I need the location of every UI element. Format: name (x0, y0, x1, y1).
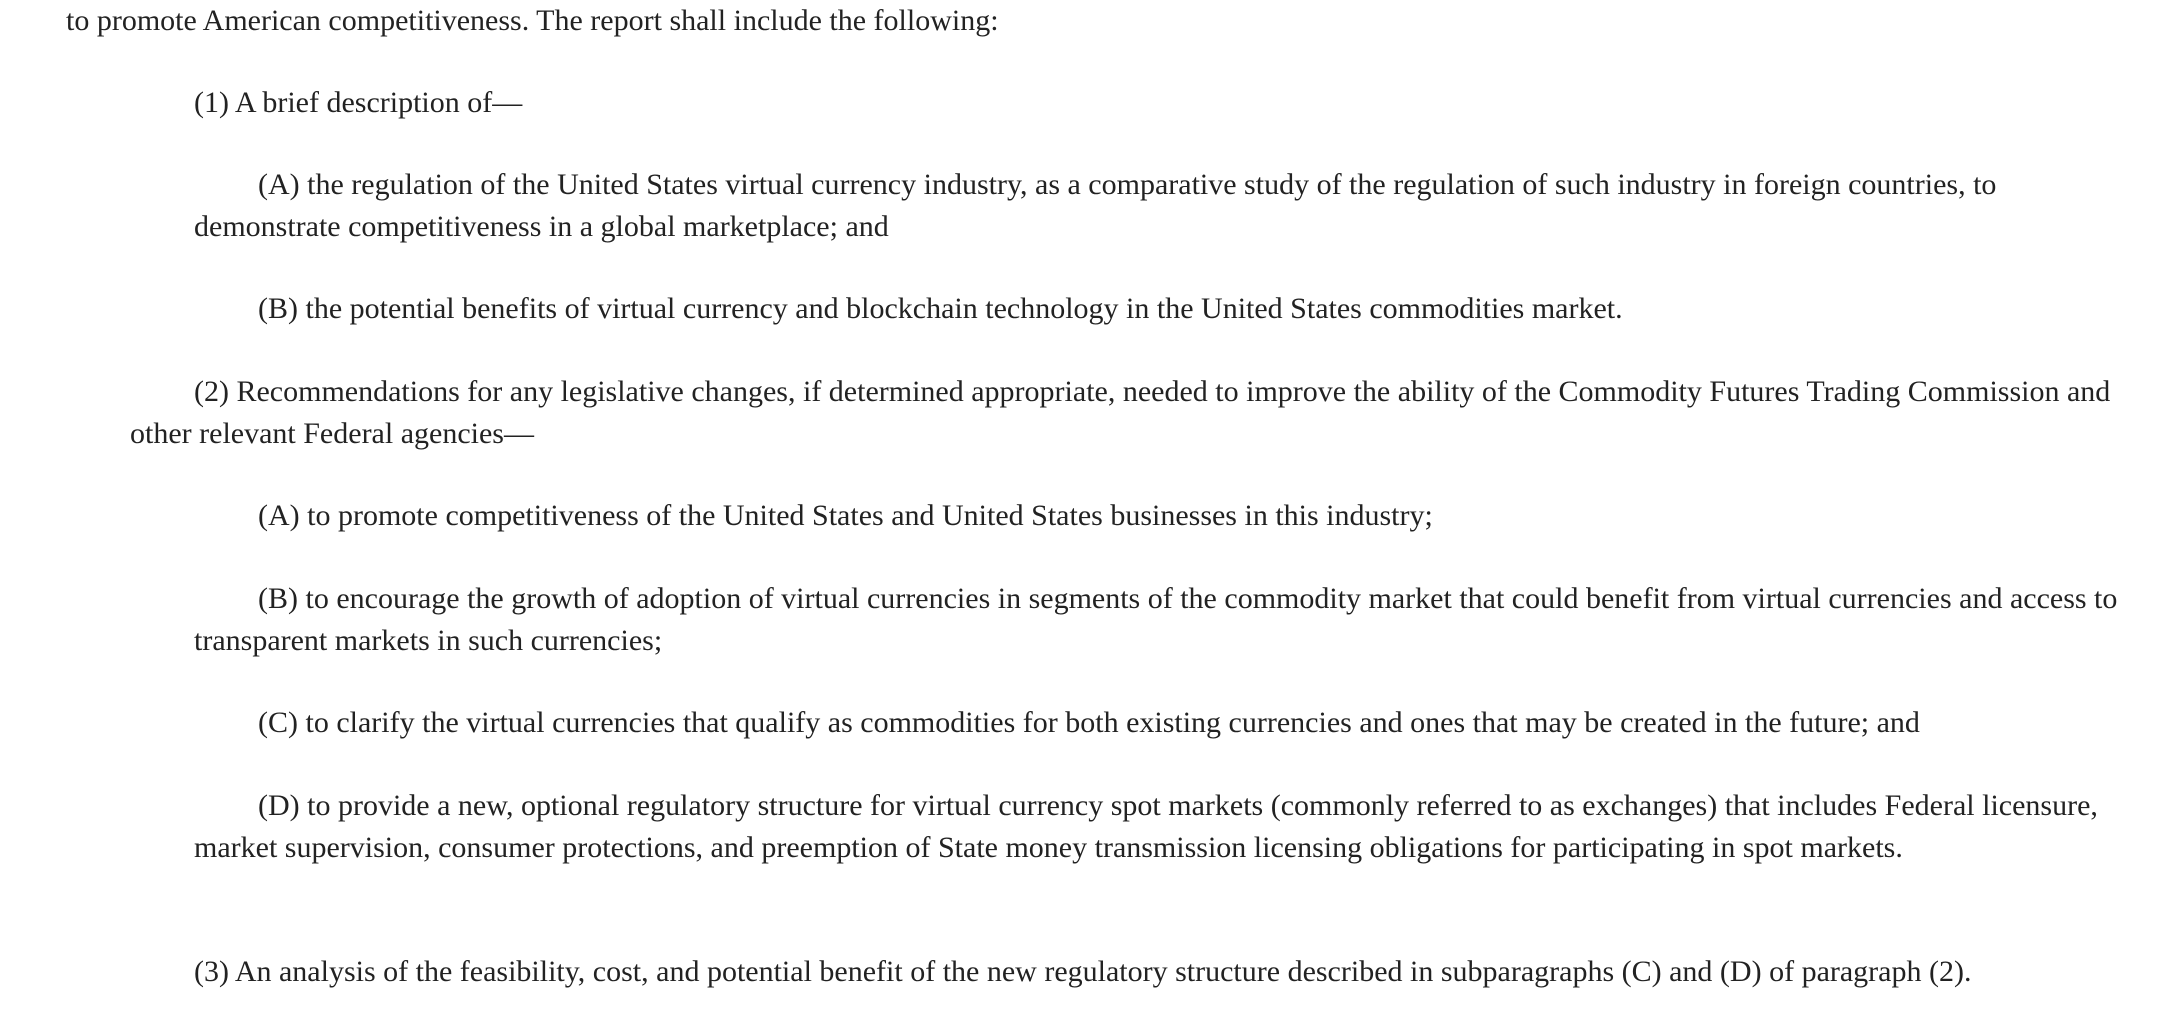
subparagraph-2-a: (A) to promote competitiveness of the United States and United States businesses in this industry; (258, 499, 1433, 532)
paragraph-2: (2) Recommendations for any legislative changes, if determined appropriate, needed to improve the ability of the Commodity Futures Trading Commission and other relevant Federal agencies— (130, 375, 2111, 450)
paragraph-1: (1) A brief description of— (194, 86, 523, 119)
paragraph-3: (3) An analysis of the feasibility, cost, and potential benefit of the new regulatory structure described in subparagraphs (C) and (D) of paragraph (2). (194, 955, 1972, 988)
subparagraph-2-d: (D) to provide a new, optional regulatory structure for virtual currency spot markets (commonly referred to as exchanges) that includes Federal licensure, market supervision, consumer protections, and preemption of State money transmission licensing obligations for participating in spot markets. (194, 789, 2098, 864)
intro-paragraph: to promote American competitiveness. The report shall include the following: (66, 4, 999, 37)
subparagraph-2-c: (C) to clarify the virtual currencies that qualify as commodities for both existing currencies and ones that may be created in the future; and (258, 706, 1920, 739)
subparagraph-1-b: (B) the potential benefits of virtual currency and blockchain technology in the United States commodities market. (258, 292, 1623, 325)
subparagraph-2-b: (B) to encourage the growth of adoption of virtual currencies in segments of the commodity market that could benefit from virtual currencies and access to transparent markets in such currencies; (194, 582, 2118, 657)
subparagraph-1-a: (A) the regulation of the United States virtual currency industry, as a comparative study of the regulation of such industry in foreign countries, to demonstrate competitiveness in a global marketplace; and (194, 168, 1997, 243)
